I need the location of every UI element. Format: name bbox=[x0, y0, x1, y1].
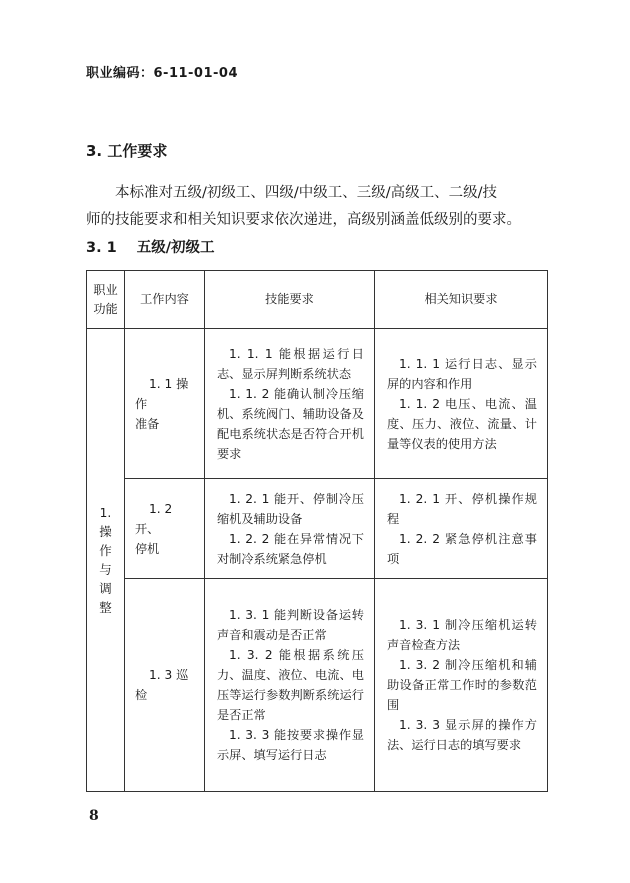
work-line: 1. 3 巡检 bbox=[135, 668, 189, 702]
function-char: 调 bbox=[99, 580, 112, 596]
page-number: 8 bbox=[89, 808, 99, 824]
knowledge-item: 1. 3. 2 制冷压缩机和辅助设备正常工作时的参数范围 bbox=[387, 658, 537, 712]
skill-item: 1. 3. 3 能按要求操作显示屏、填写运行日志 bbox=[217, 728, 364, 762]
table-row bbox=[87, 479, 548, 579]
function-char: 与 bbox=[99, 561, 112, 577]
section-title: 3. 工作要求 bbox=[86, 142, 168, 160]
knowledge-cell bbox=[375, 329, 548, 479]
subsection-title: 五级/初级工 bbox=[136, 240, 215, 256]
knowledge-cell bbox=[375, 579, 548, 792]
intro-line-1: 本标准对五级/初级工、四级/中级工、三级/高级工、二级/技 bbox=[115, 185, 498, 201]
work-line: 停机 bbox=[135, 541, 160, 556]
subsection-heading bbox=[86, 236, 215, 257]
knowledge-item: 1. 1. 1 运行日志、显示屏的内容和作用 bbox=[387, 356, 537, 391]
function-vertical-title bbox=[99, 522, 113, 617]
knowledge-item: 1. 1. 2 电压、电流、温度、压力、液位、流量、计量等仪表的使用方法 bbox=[387, 396, 537, 451]
intro-line-2: 师的技能要求和相关知识要求依次递进，高级别涵盖低级别的要求。 bbox=[86, 212, 521, 228]
knowledge-cell bbox=[375, 479, 548, 579]
header-knowledge: 相关知识要求 bbox=[375, 271, 548, 329]
skill-cell bbox=[205, 479, 375, 579]
intro-paragraph bbox=[86, 180, 548, 234]
header-work: 工作内容 bbox=[125, 271, 205, 329]
skill-cell bbox=[205, 329, 375, 479]
work-line: 准备 bbox=[135, 416, 160, 431]
work-content-cell bbox=[125, 579, 205, 792]
function-number: 1. bbox=[99, 505, 112, 520]
work-line: 1. 1 操作 bbox=[135, 376, 189, 411]
work-content-cell bbox=[125, 479, 205, 579]
knowledge-item: 1. 3. 1 制冷压缩机运转声音检查方法 bbox=[387, 618, 537, 652]
table-row bbox=[87, 329, 548, 479]
function-cell bbox=[87, 329, 125, 792]
skill-item: 1. 1. 2 能确认制冷压缩机、系统阀门、辅助设备及配电系统状态是否符合开机要求 bbox=[217, 386, 364, 461]
header-skill: 技能要求 bbox=[205, 271, 375, 329]
skill-item: 1. 3. 2 能根据系统压力、温度、液位、电流、电压等运行参数判断系统运行是否正常 bbox=[217, 648, 364, 722]
function-char: 作 bbox=[99, 542, 112, 558]
skill-item: 1. 2. 2 能在异常情况下对制冷系统紧急停机 bbox=[217, 531, 364, 566]
skill-cell bbox=[205, 579, 375, 792]
knowledge-item: 1. 2. 2 紧急停机注意事项 bbox=[387, 531, 537, 566]
requirements-table bbox=[86, 270, 548, 792]
header-function-line-2: 功能 bbox=[93, 301, 118, 316]
knowledge-item: 1. 3. 3 显示屏的操作方法、运行日志的填写要求 bbox=[387, 718, 537, 752]
function-char: 操 bbox=[99, 523, 112, 539]
work-content-cell bbox=[125, 329, 205, 479]
skill-item: 1. 2. 1 能开、停制冷压缩机及辅助设备 bbox=[217, 491, 364, 526]
occupation-code: 职业编码：6-11-01-04 bbox=[86, 66, 239, 81]
function-char: 整 bbox=[99, 599, 112, 615]
header-function bbox=[87, 271, 125, 329]
table-row bbox=[87, 579, 548, 792]
header-function-line-1: 职业 bbox=[93, 282, 118, 297]
table-header-row bbox=[87, 271, 548, 329]
skill-item: 1. 1. 1 能根据运行日志、显示屏判断系统状态 bbox=[217, 346, 364, 381]
subsection-number: 3. 1 bbox=[86, 240, 117, 256]
skill-item: 1. 3. 1 能判断设备运转声音和震动是否正常 bbox=[217, 608, 364, 642]
knowledge-item: 1. 2. 1 开、停机操作规程 bbox=[387, 491, 537, 526]
work-line: 1. 2 开、 bbox=[135, 501, 173, 536]
